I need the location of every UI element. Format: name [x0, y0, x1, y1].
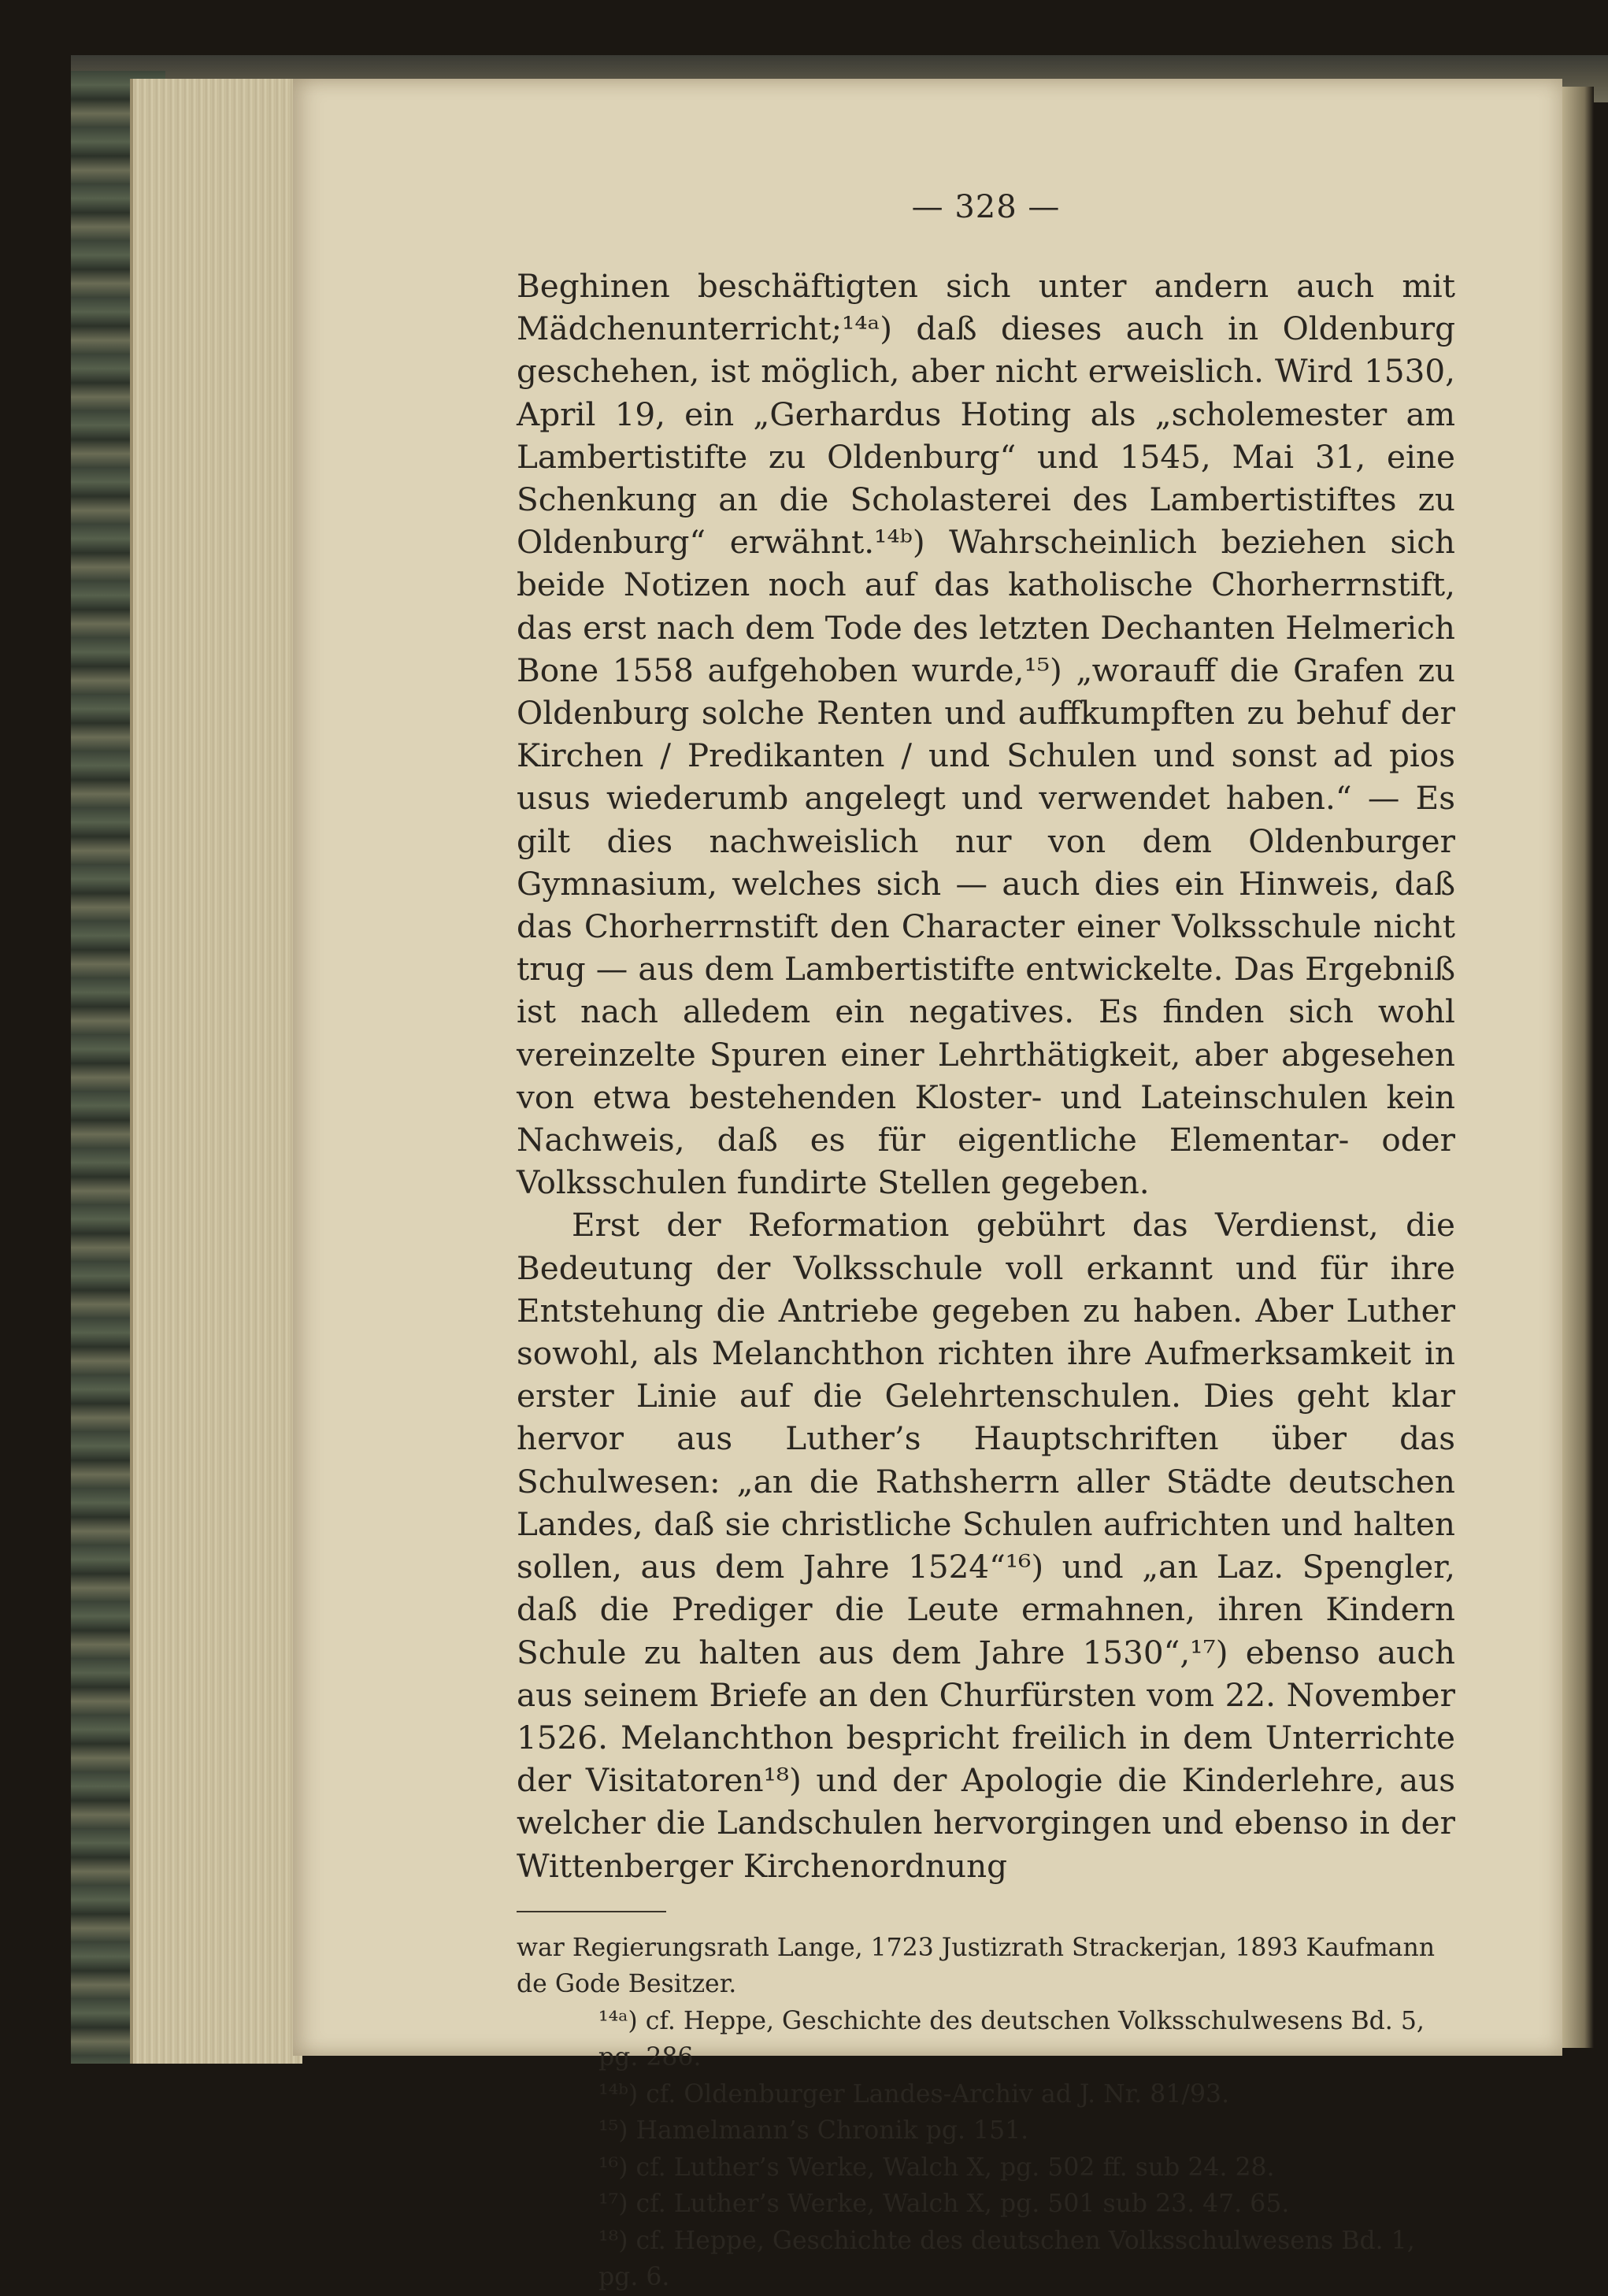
footnote-14a: ¹⁴ᵃ) cf. Heppe, Geschichte des deutschen Volksschulwesens Bd. 5, pg. 286.	[598, 2006, 1425, 2072]
footnote-17: ¹⁷) cf. Luther’s Werke, Walch X, pg. 501 sub 23. 47. 65.	[598, 2190, 1290, 2219]
page-number: — 328 —	[911, 189, 1061, 225]
footnote-rule	[517, 1911, 666, 1912]
footnote-15: ¹⁵) Hamelmann’s Chronik pg. 151.	[598, 2116, 1029, 2146]
footnote-14b: ¹⁴ᵇ) cf. Oldenburger Landes-Archiv ad J. Nr. 81/93.	[598, 2079, 1230, 2109]
page-right-edge	[1562, 87, 1594, 2048]
footnote-16: ¹⁶) cf. Luther’s Werke, Walch X, pg. 502 ff. sub 24. 28.	[598, 2153, 1275, 2182]
paragraph-2: Erst der Reformation gebührt das Verdienst, die Bedeutung der Volksschule voll erkannt und für ihre Entstehung die Antriebe gegeben zu haben. Aber Luther sowohl, als Melanchthon richten ihre Aufmerksamkeit in erster Linie auf die Gelehrtenschulen. Dies geht klar hervor aus Luther’s Hauptschriften über das Schulwesen: „an die Rathsherrn aller Städte deutschen Landes, daß sie christliche Schulen aufrichten und halten sollen, aus dem Jahre 1524“¹⁶) und „an Laz. Spengler, daß die Prediger die Leute ermahnen, ihren Kindern Schule zu halten aus dem Jahre 1530“,¹⁷) ebenso auch aus seinem Briefe an den Churfürsten vom 22. November 1526. Melanchthon bespricht freilich in dem Unterrichte der Visitatoren¹⁸) und der Apologie die Kinderlehre, aus welcher die Landschulen hervorgingen und ebenso in der Wittenberger Kirchenordnung	[517, 1206, 1455, 1885]
page-stack-edge	[130, 79, 302, 2064]
footnote-continuation: war Regierungsrath Lange, 1723 Justizrath Strackerjan, 1893 Kaufmann de Gode Besitzer.	[517, 1933, 1436, 1999]
page-content	[517, 189, 1455, 2296]
footnote-18: ¹⁸) cf. Heppe, Geschichte des deutschen Volksschulwesens Bd. 1, pg. 6.	[598, 2226, 1415, 2292]
paragraph-1: Beghinen beschäftigten sich unter andern auch mit Mädchenunterricht;¹⁴ᵃ) daß dieses auch in Oldenburg geschehen, ist möglich, aber nicht erweislich. Wird 1530, April 19, ein „Gerhardus Hoting als „scholemester am Lambertistifte zu Oldenburg“ und 1545, Mai 31, eine Schenkung an die Scholasterei des Lambertistiftes zu Oldenburg“ erwähnt.¹⁴ᵇ) Wahrscheinlich beziehen sich beide Notizen noch auf das katholische Chorherrnstift, das erst nach dem Tode des letzten Dechanten Helmerich Bone 1558 aufgehoben wurde,¹⁵) „worauff die Grafen zu Oldenburg solche Renten und auffkumpften zu behuf der Kirchen / Predikanten / und Schulen und sonst ad pios usus wiederumb angelegt und verwendet haben.“ — Es gilt dies nachweislich nur von dem Oldenburger Gymnasium, welches sich — auch dies ein Hinweis, daß das Chorherrnstift den Character einer Volksschule nicht trug — aus dem Lambertistifte entwickelte. Das Ergebniß ist nach alledem ein negatives. Es finden sich wohl vereinzelte Spuren einer Lehrthätigkeit, aber abgesehen von etwa bestehenden Kloster- und Lateinschulen kein Nachweis, daß es für eigentliche Elementar- oder Volksschulen fundirte Stellen gegeben.	[517, 267, 1455, 1202]
footnotes	[517, 1930, 1455, 2296]
body-text	[517, 265, 1455, 1887]
